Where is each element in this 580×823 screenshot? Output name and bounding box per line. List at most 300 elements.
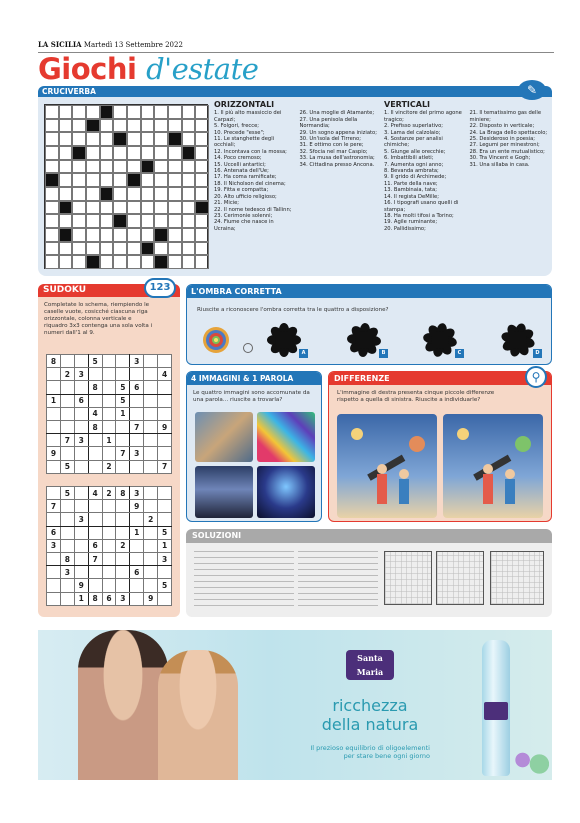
crossword-cell[interactable] xyxy=(195,187,209,201)
sudoku-cell[interactable] xyxy=(47,460,61,473)
crossword-cell[interactable] xyxy=(154,201,168,215)
crossword-cell[interactable] xyxy=(127,201,141,215)
crossword-cell[interactable] xyxy=(72,160,86,174)
sudoku-cell[interactable] xyxy=(88,526,102,539)
crossword-cell[interactable] xyxy=(59,160,73,174)
sudoku-cell[interactable]: 1 xyxy=(116,407,130,420)
crossword-cell[interactable] xyxy=(195,242,209,256)
crossword-cell[interactable] xyxy=(127,187,141,201)
crossword-cell[interactable] xyxy=(141,119,155,133)
crossword-cell[interactable] xyxy=(127,119,141,133)
sudoku-cell[interactable] xyxy=(102,513,116,526)
sudoku-cell[interactable]: 4 xyxy=(158,368,172,381)
crossword-cell[interactable] xyxy=(182,228,196,242)
sudoku-cell[interactable] xyxy=(158,513,172,526)
sudoku-cell[interactable] xyxy=(60,394,74,407)
crossword-cell[interactable] xyxy=(100,132,114,146)
sudoku-cell[interactable] xyxy=(144,460,158,473)
sudoku-cell[interactable] xyxy=(158,434,172,447)
crossword-cell[interactable] xyxy=(141,228,155,242)
advertisement[interactable] xyxy=(38,630,552,780)
sudoku-cell[interactable] xyxy=(144,381,158,394)
crossword-cell[interactable] xyxy=(195,173,209,187)
sudoku-cell[interactable] xyxy=(130,394,144,407)
sudoku-cell[interactable] xyxy=(47,513,61,526)
sudoku-cell[interactable]: 6 xyxy=(130,381,144,394)
crossword-cell[interactable] xyxy=(182,214,196,228)
sudoku-cell[interactable]: 9 xyxy=(74,579,88,592)
sudoku-cell[interactable] xyxy=(88,394,102,407)
crossword-cell[interactable] xyxy=(141,146,155,160)
crossword-cell xyxy=(59,201,73,215)
sudoku-cell[interactable] xyxy=(60,539,74,552)
sudoku-cell[interactable] xyxy=(47,487,61,500)
sudoku-cell[interactable] xyxy=(130,407,144,420)
crossword-cell[interactable] xyxy=(72,173,86,187)
sudoku-cell[interactable]: 3 xyxy=(74,434,88,447)
crossword-cell[interactable] xyxy=(45,242,59,256)
sudoku-cell[interactable] xyxy=(158,447,172,460)
sudoku-cell[interactable] xyxy=(88,460,102,473)
crossword-cell[interactable] xyxy=(127,132,141,146)
crossword-cell[interactable] xyxy=(154,146,168,160)
crossword-cell[interactable] xyxy=(127,228,141,242)
sudoku-cell[interactable] xyxy=(144,394,158,407)
crossword-cell[interactable] xyxy=(59,242,73,256)
sudoku-cell[interactable] xyxy=(102,381,116,394)
crossword-cell[interactable] xyxy=(86,242,100,256)
crossword-cell[interactable] xyxy=(100,228,114,242)
crossword-cell[interactable] xyxy=(100,242,114,256)
sudoku-cell[interactable] xyxy=(102,539,116,552)
sudoku-cell[interactable]: 8 xyxy=(88,420,102,433)
crossword-cell[interactable] xyxy=(195,119,209,133)
sudoku-cell[interactable] xyxy=(74,500,88,513)
sudoku-cell[interactable] xyxy=(116,552,130,565)
sudoku-cell[interactable] xyxy=(158,355,172,368)
crossword-cell[interactable] xyxy=(141,214,155,228)
sudoku-cell[interactable] xyxy=(130,460,144,473)
sudoku-cell[interactable]: 1 xyxy=(102,434,116,447)
sudoku-cell[interactable]: 7 xyxy=(116,447,130,460)
sudoku-cell[interactable] xyxy=(130,579,144,592)
sudoku-cell[interactable] xyxy=(74,447,88,460)
crossword-cell[interactable] xyxy=(86,228,100,242)
sudoku-cell[interactable] xyxy=(158,487,172,500)
crossword-cell[interactable] xyxy=(168,187,182,201)
sudoku-cell[interactable]: 9 xyxy=(144,592,158,605)
sudoku-grid-2[interactable] xyxy=(46,486,172,606)
sudoku-cell[interactable] xyxy=(130,434,144,447)
crossword-cell[interactable] xyxy=(141,132,155,146)
crossword-grid[interactable] xyxy=(44,104,208,269)
sudoku-cell[interactable]: 3 xyxy=(130,355,144,368)
sudoku-cell[interactable] xyxy=(60,513,74,526)
sudoku-cell[interactable]: 6 xyxy=(47,526,61,539)
crossword-cell[interactable] xyxy=(86,146,100,160)
sudoku-cell[interactable] xyxy=(158,381,172,394)
crossword-cell[interactable] xyxy=(154,173,168,187)
sudoku-cell[interactable] xyxy=(102,355,116,368)
crossword-cell[interactable] xyxy=(168,173,182,187)
crossword-cell[interactable] xyxy=(59,146,73,160)
sudoku-cell[interactable] xyxy=(144,552,158,565)
sudoku-cell[interactable] xyxy=(60,579,74,592)
crossword-cell[interactable] xyxy=(72,105,86,119)
sudoku-cell[interactable]: 1 xyxy=(74,592,88,605)
crossword-cell[interactable] xyxy=(182,105,196,119)
sudoku-cell[interactable] xyxy=(130,552,144,565)
sudoku-cell[interactable]: 5 xyxy=(116,394,130,407)
crossword-cell[interactable] xyxy=(86,173,100,187)
crossword-cell[interactable] xyxy=(45,201,59,215)
sudoku-cell[interactable] xyxy=(60,420,74,433)
crossword-cell[interactable] xyxy=(45,160,59,174)
sudoku-cell[interactable] xyxy=(116,434,130,447)
sudoku-cell[interactable] xyxy=(144,539,158,552)
crossword-cell[interactable] xyxy=(100,119,114,133)
sudoku-cell[interactable] xyxy=(158,500,172,513)
sudoku-cell[interactable]: 7 xyxy=(88,552,102,565)
crossword-cell[interactable] xyxy=(168,160,182,174)
sudoku-cell[interactable]: 3 xyxy=(116,592,130,605)
crossword-cell[interactable] xyxy=(113,119,127,133)
sudoku-cell[interactable] xyxy=(60,407,74,420)
crossword-cell[interactable] xyxy=(168,228,182,242)
sudoku-cell[interactable] xyxy=(116,526,130,539)
sudoku-cell[interactable] xyxy=(60,526,74,539)
sudoku-cell[interactable]: 8 xyxy=(47,355,61,368)
sudoku-cell[interactable] xyxy=(74,460,88,473)
sudoku-cell[interactable] xyxy=(88,579,102,592)
sudoku-cell[interactable] xyxy=(130,368,144,381)
crossword-cell[interactable] xyxy=(168,214,182,228)
crossword-cell[interactable] xyxy=(168,119,182,133)
sudoku-cell[interactable] xyxy=(158,592,172,605)
crossword-cell[interactable] xyxy=(45,187,59,201)
crossword-cell[interactable] xyxy=(45,132,59,146)
sudoku-cell[interactable] xyxy=(60,447,74,460)
sudoku-cell[interactable]: 3 xyxy=(47,539,61,552)
sudoku-cell[interactable]: 3 xyxy=(158,552,172,565)
sudoku-cell[interactable] xyxy=(144,500,158,513)
crossword-cell[interactable] xyxy=(113,173,127,187)
crossword-cell[interactable] xyxy=(141,173,155,187)
sudoku-cell[interactable]: 7 xyxy=(130,420,144,433)
solution-sudoku-grid-1 xyxy=(384,551,432,605)
sudoku-cell[interactable] xyxy=(88,566,102,579)
sudoku-cell[interactable] xyxy=(88,368,102,381)
crossword-cell[interactable] xyxy=(100,214,114,228)
crossword-cell[interactable] xyxy=(154,214,168,228)
crossword-cell[interactable] xyxy=(86,132,100,146)
sudoku-cell[interactable]: 2 xyxy=(102,460,116,473)
crossword-cell[interactable] xyxy=(195,132,209,146)
sudoku-cell[interactable] xyxy=(102,552,116,565)
sudoku-cell[interactable] xyxy=(144,447,158,460)
sudoku-cell[interactable]: 5 xyxy=(158,526,172,539)
crossword-cell[interactable] xyxy=(72,132,86,146)
sudoku-cell[interactable] xyxy=(130,513,144,526)
crossword-cell[interactable] xyxy=(195,146,209,160)
sudoku-cell[interactable] xyxy=(144,526,158,539)
sudoku-cell[interactable]: 5 xyxy=(116,381,130,394)
sudoku-cell[interactable]: 8 xyxy=(88,381,102,394)
crossword-cell[interactable] xyxy=(59,132,73,146)
sudoku-grid-1[interactable] xyxy=(46,354,172,474)
crossword-cell[interactable] xyxy=(168,201,182,215)
sudoku-cell[interactable]: 7 xyxy=(60,434,74,447)
sudoku-cell[interactable] xyxy=(116,500,130,513)
sudoku-cell[interactable] xyxy=(144,579,158,592)
crossword-cell[interactable] xyxy=(45,214,59,228)
crossword-cell[interactable] xyxy=(59,214,73,228)
sudoku-cell[interactable]: 4 xyxy=(88,407,102,420)
crossword-cell[interactable] xyxy=(182,119,196,133)
sudoku-cell[interactable] xyxy=(74,355,88,368)
crossword-cell[interactable] xyxy=(182,173,196,187)
crossword-cell[interactable] xyxy=(113,105,127,119)
sudoku-cell[interactable]: 3 xyxy=(60,566,74,579)
crossword-cell[interactable] xyxy=(113,201,127,215)
shadow-option-c[interactable] xyxy=(423,323,463,359)
crossword-cell[interactable] xyxy=(113,242,127,256)
sudoku-cell[interactable] xyxy=(47,592,61,605)
crossword-cell[interactable] xyxy=(154,119,168,133)
sudoku-cell[interactable] xyxy=(116,513,130,526)
crossword-cell[interactable] xyxy=(100,173,114,187)
sudoku-cell[interactable]: 4 xyxy=(88,487,102,500)
sudoku-cell[interactable] xyxy=(74,487,88,500)
crossword-cell[interactable] xyxy=(127,146,141,160)
sudoku-cell[interactable] xyxy=(102,407,116,420)
crossword-cell[interactable] xyxy=(113,228,127,242)
sudoku-cell[interactable] xyxy=(116,460,130,473)
crossword-cell[interactable] xyxy=(59,119,73,133)
sudoku-cell[interactable]: 9 xyxy=(130,500,144,513)
sudoku-cell[interactable] xyxy=(74,381,88,394)
sudoku-cell[interactable] xyxy=(74,407,88,420)
crossword-cell[interactable] xyxy=(195,160,209,174)
sudoku-cell[interactable]: 2 xyxy=(102,487,116,500)
sudoku-cell[interactable] xyxy=(144,407,158,420)
crossword-cell[interactable] xyxy=(127,105,141,119)
sudoku-cell[interactable]: 8 xyxy=(116,487,130,500)
sudoku-cell[interactable]: 5 xyxy=(158,579,172,592)
crossword-cell[interactable] xyxy=(168,105,182,119)
sudoku-cell[interactable] xyxy=(158,566,172,579)
crossword-cell[interactable] xyxy=(72,242,86,256)
sudoku-cell[interactable]: 8 xyxy=(60,552,74,565)
crossword-cell[interactable] xyxy=(72,255,86,269)
crossword-cell[interactable] xyxy=(86,214,100,228)
shadow-bar xyxy=(187,285,551,298)
crossword-cell[interactable] xyxy=(72,228,86,242)
crossword-cell[interactable] xyxy=(168,242,182,256)
crossword-cell[interactable] xyxy=(141,187,155,201)
sudoku-cell[interactable] xyxy=(102,526,116,539)
crossword-cell[interactable] xyxy=(100,160,114,174)
sudoku-cell[interactable] xyxy=(158,407,172,420)
sudoku-cell[interactable]: 2 xyxy=(144,513,158,526)
sudoku-cell[interactable] xyxy=(47,381,61,394)
sudoku-cell[interactable]: 2 xyxy=(116,539,130,552)
sudoku-cell[interactable] xyxy=(102,500,116,513)
crossword-cell[interactable] xyxy=(72,119,86,133)
crossword-cell[interactable] xyxy=(141,201,155,215)
sudoku-cell[interactable] xyxy=(144,487,158,500)
crossword-cell[interactable] xyxy=(127,160,141,174)
sudoku-cell[interactable] xyxy=(158,394,172,407)
sudoku-cell[interactable]: 3 xyxy=(74,368,88,381)
sudoku-cell[interactable] xyxy=(47,566,61,579)
sudoku-cell[interactable]: 7 xyxy=(47,500,61,513)
sudoku-cell[interactable]: 6 xyxy=(88,539,102,552)
sudoku-cell[interactable] xyxy=(60,355,74,368)
crossword-cell[interactable] xyxy=(182,255,196,269)
sudoku-cell[interactable]: 9 xyxy=(158,420,172,433)
sudoku-cell[interactable] xyxy=(88,513,102,526)
crossword-cell[interactable] xyxy=(59,105,73,119)
crossword-cell[interactable] xyxy=(195,228,209,242)
sudoku-cell[interactable] xyxy=(144,434,158,447)
sudoku-cell[interactable] xyxy=(47,420,61,433)
sudoku-cell[interactable] xyxy=(47,407,61,420)
shadow-option-b[interactable] xyxy=(347,323,387,359)
sudoku-cell[interactable]: 1 xyxy=(130,526,144,539)
clue-item: 19. Fitta e compatta; xyxy=(214,187,269,194)
crossword-cell[interactable] xyxy=(195,214,209,228)
sudoku-cell[interactable]: 2 xyxy=(60,368,74,381)
sudoku-cell[interactable] xyxy=(102,566,116,579)
crossword-cell[interactable] xyxy=(59,187,73,201)
sudoku-cell[interactable] xyxy=(47,579,61,592)
crossword-cell[interactable] xyxy=(113,160,127,174)
crossword-cell[interactable] xyxy=(154,160,168,174)
sudoku-cell[interactable] xyxy=(116,579,130,592)
sudoku-cell[interactable]: 3 xyxy=(74,513,88,526)
crossword-cell[interactable] xyxy=(141,105,155,119)
crossword-cell[interactable] xyxy=(154,132,168,146)
sudoku-cell[interactable]: 6 xyxy=(102,592,116,605)
crossword-cell[interactable] xyxy=(154,242,168,256)
sudoku-cell[interactable]: 7 xyxy=(158,460,172,473)
sudoku-cell[interactable] xyxy=(60,500,74,513)
crossword-cell[interactable] xyxy=(100,255,114,269)
crossword-cell[interactable] xyxy=(86,187,100,201)
crossword-cell[interactable] xyxy=(182,132,196,146)
sudoku-cell[interactable] xyxy=(47,434,61,447)
crossword-cell[interactable] xyxy=(72,201,86,215)
sudoku-cell[interactable] xyxy=(102,420,116,433)
sudoku-cell[interactable]: 5 xyxy=(60,460,74,473)
crossword-cell[interactable] xyxy=(86,201,100,215)
sudoku-cell[interactable] xyxy=(74,420,88,433)
crossword-cell[interactable] xyxy=(182,201,196,215)
crossword-cell[interactable] xyxy=(182,187,196,201)
crossword-cell[interactable] xyxy=(182,242,196,256)
sudoku-cell[interactable]: 9 xyxy=(47,447,61,460)
sudoku-cell[interactable]: 8 xyxy=(88,592,102,605)
crossword-cell[interactable] xyxy=(86,160,100,174)
crossword-cell[interactable] xyxy=(141,255,155,269)
crossword-cell[interactable] xyxy=(195,255,209,269)
sudoku-cell[interactable]: 5 xyxy=(60,487,74,500)
crossword-cell[interactable] xyxy=(72,187,86,201)
crossword-cell[interactable] xyxy=(72,214,86,228)
crossword-cell[interactable] xyxy=(154,105,168,119)
crossword-cell[interactable] xyxy=(154,187,168,201)
crossword-cell[interactable] xyxy=(45,228,59,242)
sudoku-cell[interactable] xyxy=(144,420,158,433)
sudoku-cell[interactable] xyxy=(144,368,158,381)
crossword-cell[interactable] xyxy=(59,255,73,269)
sudoku-cell[interactable] xyxy=(102,447,116,460)
sudoku-cell[interactable] xyxy=(116,420,130,433)
sudoku-cell[interactable] xyxy=(88,500,102,513)
sudoku-cell[interactable]: 6 xyxy=(74,394,88,407)
sudoku-cell[interactable] xyxy=(144,355,158,368)
sudoku-cell[interactable] xyxy=(102,368,116,381)
crossword-cell[interactable] xyxy=(127,242,141,256)
sudoku-cell[interactable] xyxy=(74,539,88,552)
sudoku-cell[interactable] xyxy=(60,592,74,605)
sudoku-cell[interactable] xyxy=(102,579,116,592)
sudoku-cell[interactable] xyxy=(144,566,158,579)
sudoku-cell[interactable]: 3 xyxy=(130,447,144,460)
sudoku-cell[interactable] xyxy=(116,566,130,579)
sudoku-cell[interactable]: 1 xyxy=(47,394,61,407)
crossword-cell[interactable] xyxy=(113,255,127,269)
crossword-cell[interactable] xyxy=(168,255,182,269)
sudoku-cell[interactable] xyxy=(130,539,144,552)
shadow-option-a[interactable] xyxy=(267,323,307,359)
crossword-cell[interactable] xyxy=(113,187,127,201)
sudoku-cell[interactable] xyxy=(116,355,130,368)
crossword-cell[interactable] xyxy=(45,146,59,160)
crossword-cell[interactable] xyxy=(127,255,141,269)
sudoku-cell[interactable] xyxy=(74,526,88,539)
sudoku-cell[interactable] xyxy=(102,394,116,407)
sudoku-cell[interactable] xyxy=(47,368,61,381)
sudoku-cell[interactable] xyxy=(74,552,88,565)
crossword-cell[interactable] xyxy=(113,146,127,160)
sudoku-cell[interactable]: 5 xyxy=(88,355,102,368)
crossword-cell[interactable] xyxy=(168,146,182,160)
sudoku-cell[interactable] xyxy=(60,381,74,394)
sudoku-cell[interactable]: 3 xyxy=(130,487,144,500)
sudoku-cell[interactable]: 1 xyxy=(158,539,172,552)
crossword-cell[interactable] xyxy=(100,201,114,215)
sudoku-cell[interactable] xyxy=(130,592,144,605)
shadow-option-d[interactable] xyxy=(501,323,541,359)
sudoku-cell[interactable] xyxy=(116,368,130,381)
crossword-cell[interactable] xyxy=(182,160,196,174)
crossword-cell[interactable] xyxy=(59,173,73,187)
sudoku-cell[interactable] xyxy=(88,447,102,460)
crossword-cell[interactable] xyxy=(195,105,209,119)
sudoku-cell[interactable] xyxy=(88,434,102,447)
crossword-cell[interactable] xyxy=(127,214,141,228)
crossword-cell[interactable] xyxy=(45,119,59,133)
crossword-cell[interactable] xyxy=(86,105,100,119)
sudoku-cell[interactable] xyxy=(74,566,88,579)
sudoku-cell[interactable] xyxy=(47,552,61,565)
crossword-cell[interactable] xyxy=(100,146,114,160)
crossword-cell[interactable] xyxy=(45,105,59,119)
sudoku-cell[interactable]: 6 xyxy=(130,566,144,579)
crossword-cell[interactable] xyxy=(45,255,59,269)
